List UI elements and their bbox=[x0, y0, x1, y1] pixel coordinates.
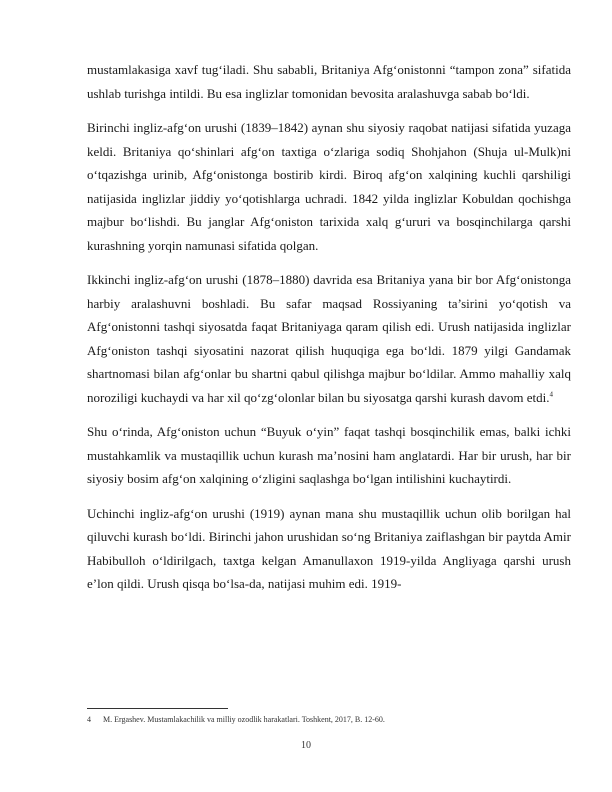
paragraph-3 bbox=[87, 268, 571, 409]
footnote-text: M. Ergashev. Mustamlakachilik va milliy ozodlik harakatlari. Toshkent, 2017, B. 12-60. bbox=[103, 715, 385, 724]
paragraph-1: mustamlakasiga xavf tug‘iladi. Shu sababli, Britaniya Afg‘onistonni “tampon zona” sifatida ushlab turishga intildi. Bu esa inglizlar tomonidan bevosita aralashuvga sabab bo‘ldi. bbox=[87, 62, 571, 101]
footnote-reference[interactable]: 4 bbox=[549, 390, 553, 399]
footnote-divider bbox=[87, 708, 228, 709]
footnote bbox=[87, 715, 571, 725]
paragraph-4: Shu o‘rinda, Afg‘oniston uchun “Buyuk o‘yin” faqat tashqi bosqinchilik emas, balki ichki mustahkamlik va mustaqillik uchun kurash ma’nosini ham anglatardi. Har bir urush, har bir siyosiy bosim afg‘on xalqining o‘zligini saqlashga bo‘lgan intilishini kuchaytirdi. bbox=[87, 424, 571, 486]
page-number: 10 bbox=[301, 740, 311, 751]
paragraph-2: Birinchi ingliz-afg‘on urushi (1839–1842) aynan shu siyosiy raqobat natijasi sifatida yuzaga keldi. Britaniya qo‘shinlari afg‘on taxtiga o‘zlariga sodiq Shohjahon (Shuja ul-Mulk)ni o‘tqazishga urinib, Afg‘onistonga bostirib kirdi. Biroq afg‘on xalqining kuchli qarshiligi natijasida inglizlar jiddiy yo‘qotishlarga uchradi. 1842 yilda inglizlar Kobuldan qochishga majbur bo‘lishdi. Bu janglar Afg‘oniston tarixida xalq g‘ururi va bosqinchilarga qarshi kurashning yorqin namunasi sifatida qolgan. bbox=[87, 120, 571, 253]
paragraph-3-text: Ikkinchi ingliz-afg‘on urushi (1878–1880) davrida esa Britaniya yana bir bor Afg‘onistonga harbiy aralashuvni boshladi. Bu safar maqsad Rossiyaning ta’sirini yo‘qotish va Afg‘onistonni tashqi siyosatda faqat Britaniyaga qaram qilish edi. Urush natijasida inglizlar Afg‘oniston tashqi siyosatini nazorat qilish huquqiga ega bo‘ldi. 1879 yilgi Gandamak shartnomasi bilan afg‘onlar bu shartni qabul qilishga majbur bo‘ldilar. Ammo mahalliy xalq noroziligi kuchaydi va har xil qo‘zg‘olonlar bilan bu siyosatga qarshi kurash davom etdi. bbox=[87, 272, 571, 405]
paragraph-5: Uchinchi ingliz-afg‘on urushi (1919) aynan mana shu mustaqillik uchun olib borilgan hal qiluvchi kurash bo‘ldi. Birinchi jahon urushidan so‘ng Britaniya zaiflashgan bir paytda Amir Habibulloh o‘ldirilgach, taxtga kelgan Amanullaxon 1919-yilda Angliyaga qarshi urush e’lon qildi. Urush qisqa bo‘lsa-da, natijasi muhim edi. 1919- bbox=[87, 505, 571, 591]
body-text bbox=[87, 58, 571, 607]
footnote-number: 4 bbox=[87, 715, 91, 724]
